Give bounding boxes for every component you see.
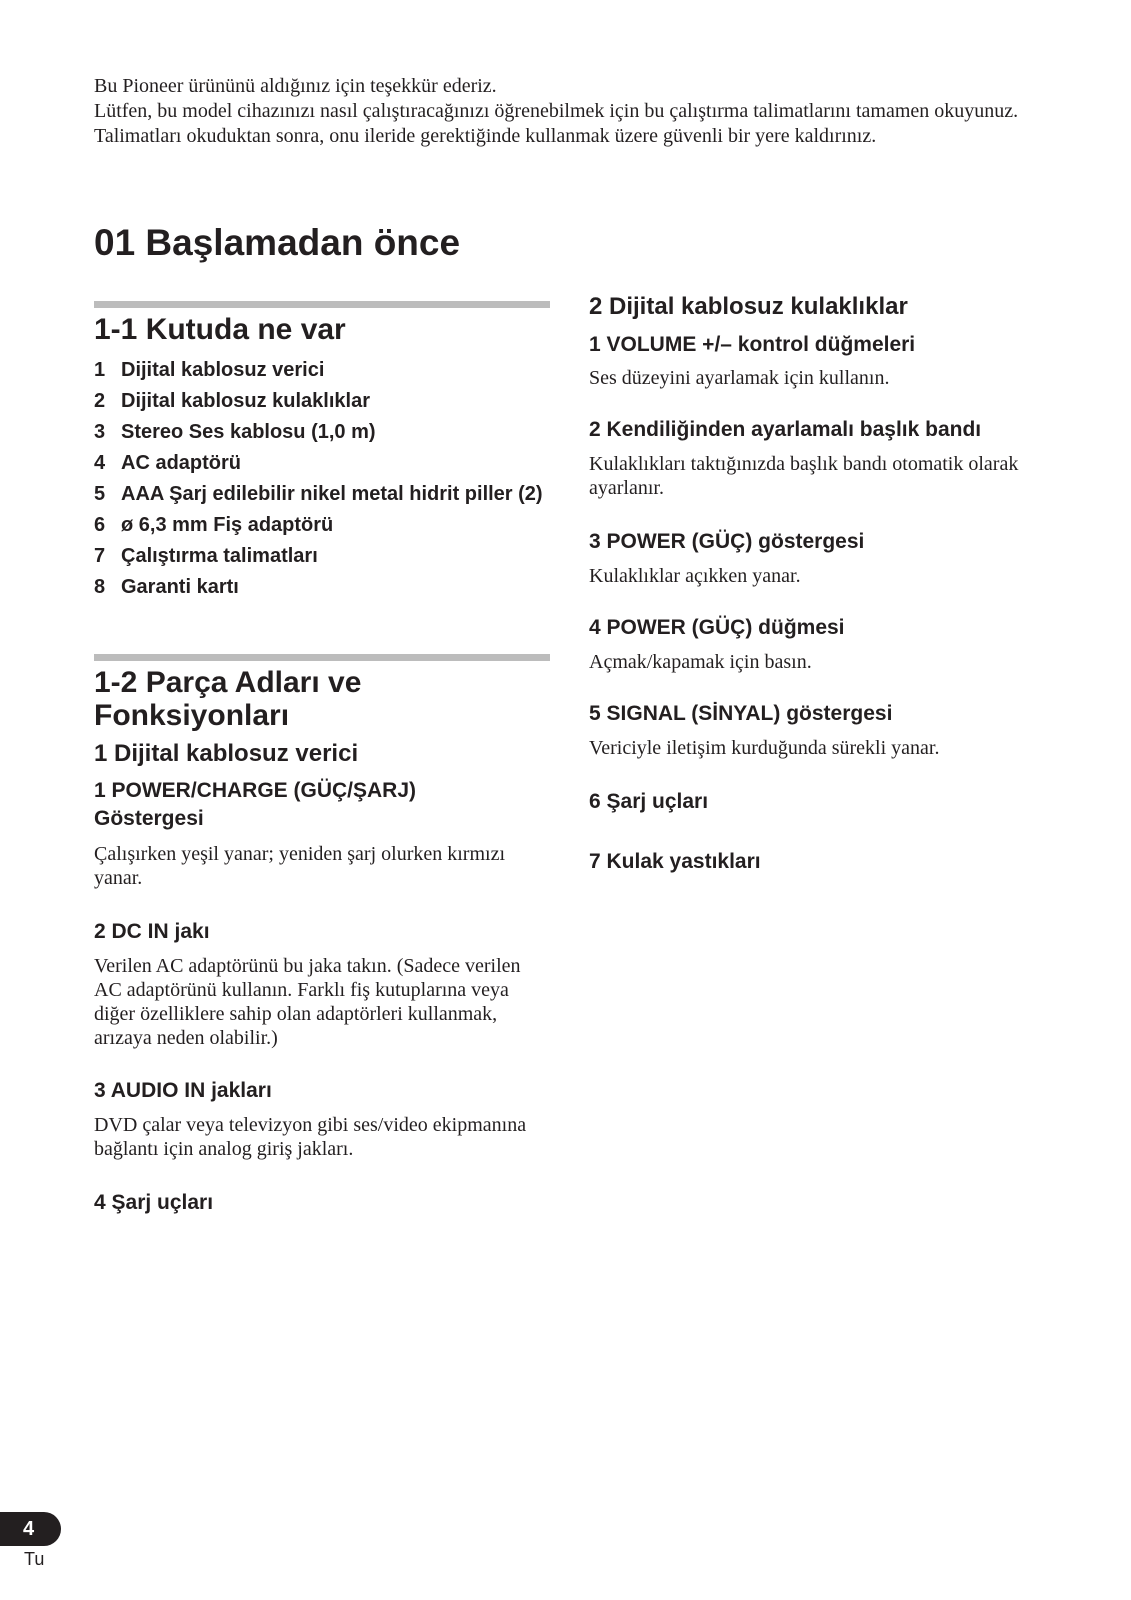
item-heading: 4 Şarj uçları <box>94 1191 214 1214</box>
list-item: 6 ø 6,3 mm Fiş adaptörü <box>94 514 334 536</box>
item-heading: 4 POWER (GÜÇ) düğmesi <box>589 616 845 639</box>
section-divider <box>94 301 550 308</box>
list-item: 2 Dijital kablosuz kulaklıklar <box>94 390 370 412</box>
list-item: 4 AC adaptörü <box>94 452 241 474</box>
box-contents-list <box>94 357 550 605</box>
item-heading: 6 Şarj uçları <box>589 790 709 813</box>
item-description: Vericiyle iletişim kurduğunda sürekli yanar. <box>589 737 940 759</box>
item-heading: 1 POWER/CHARGE (GÜÇ/ŞARJ) Göstergesi <box>94 779 417 830</box>
item-description: Verilen AC adaptörünü bu jaka takın. (Sadece verilen AC adaptörünü kullanın. Farklı fiş kutuplarına veya diğer özelliklere sahip olan adaptörleri kullanmak, arızaya neden olabilir.) <box>94 955 521 1049</box>
intro-text <box>94 74 1054 149</box>
list-item: 5 AAA Şarj edilebilir nikel metal hidrit piller (2) <box>94 483 543 505</box>
subsection-heading-headphones: 2 Dijital kablosuz kulaklıklar <box>589 293 908 320</box>
chapter-title: 01 Başlamadan önce <box>94 222 461 263</box>
item-description: Kulaklıklar açıkken yanar. <box>589 565 801 587</box>
language-code: Tu <box>24 1549 45 1569</box>
list-item: 7 Çalıştırma talimatları <box>94 545 318 567</box>
page-number: 4 <box>0 1512 61 1546</box>
section-title-parts: 1-2 Parça Adları ve Fonksiyonları <box>94 666 362 732</box>
list-item: 3 Stereo Ses kablosu (1,0 m) <box>94 421 376 443</box>
item-heading: 2 Kendiliğinden ayarlamalı başlık bandı <box>589 418 982 441</box>
item-heading: 5 SIGNAL (SİNYAL) göstergesi <box>589 702 893 725</box>
item-heading: 3 POWER (GÜÇ) göstergesi <box>589 530 865 553</box>
subsection-heading-transmitter: 1 Dijital kablosuz verici <box>94 740 359 767</box>
section-divider <box>94 654 550 661</box>
item-heading: 3 AUDIO IN jakları <box>94 1079 272 1102</box>
item-description: DVD çalar veya televizyon gibi ses/video ekipmanına bağlantı için analog giriş jakları. <box>94 1114 527 1160</box>
intro-line: Lütfen, bu model cihazınızı nasıl çalıştıracağınızı öğrenebilmek için bu çalıştırma talimatlarını tamamen okuyunuz. <box>94 100 1019 122</box>
intro-line: Talimatları okuduktan sonra, onu ileride gerektiğinde kullanmak üzere güvenli bir yere kaldırınız. <box>94 125 877 147</box>
item-description: Açmak/kapamak için basın. <box>589 651 812 673</box>
item-heading: 2 DC IN jakı <box>94 920 210 943</box>
item-heading: 7 Kulak yastıkları <box>589 850 761 873</box>
list-item: 8 Garanti kartı <box>94 576 239 598</box>
list-item: 1 Dijital kablosuz verici <box>94 359 325 381</box>
section-title-box-contents: 1-1 Kutuda ne var <box>94 313 346 346</box>
item-description: Ses düzeyini ayarlamak için kullanın. <box>589 367 890 389</box>
item-description: Çalışırken yeşil yanar; yeniden şarj olurken kırmızı yanar. <box>94 843 505 889</box>
intro-line: Bu Pioneer ürününü aldığınız için teşekkür ederiz. <box>94 75 497 97</box>
item-heading: 1 VOLUME +/– kontrol düğmeleri <box>589 333 916 356</box>
item-description: Kulaklıkları taktığınızda başlık bandı otomatik olarak ayarlanır. <box>589 453 1019 499</box>
